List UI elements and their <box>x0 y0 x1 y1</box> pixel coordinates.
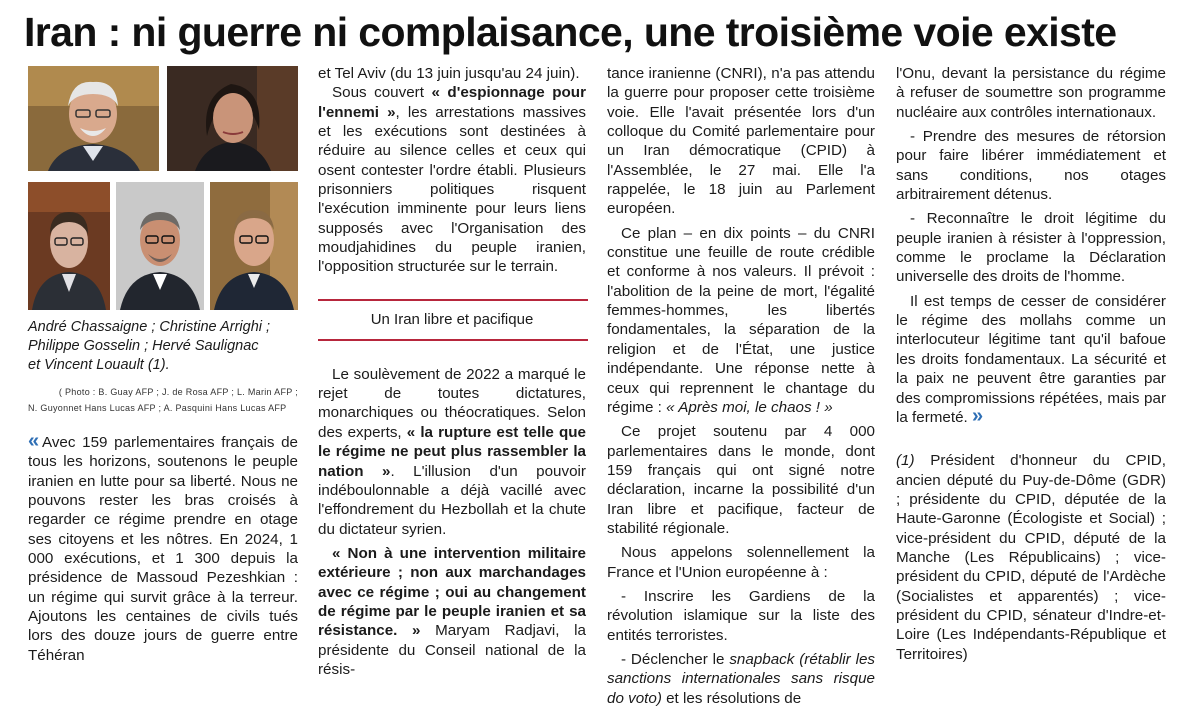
photo-credits: N. Guyonnet Hans Lucas AFP ; A. Pasquini Hans Lucas AFP <box>28 403 287 413</box>
paragraph: et Tel Aviv (du 13 juin jusqu'au 24 juin). <box>318 65 580 82</box>
footnote <box>896 451 1166 664</box>
bold-quote: « d'espionnage pour l'ennemi » <box>318 84 586 121</box>
paragraph: Ce plan – en dix points – du CNRI constitue une feuille de route crédible et conforme à nos valeurs. Il prévoit : l'abolition de la peine de mort, l'égalité femmes-hommes, les libertés fondamentales, la séparation de la religion et de l'État, une justice indépendante. Une réponse nette à ceux qui reprennent le chantage du régime : « Après moi, le chaos ! » <box>607 224 875 416</box>
article-column-4 <box>896 64 1166 664</box>
closing-quote-icon: » <box>971 404 981 427</box>
divider <box>318 339 588 341</box>
paragraph: « Non à une intervention militaire extérieure ; non aux marchandages avec ce régime ; oui au changement de régime par le peuple iranien et sa résistance. » Maryam Radjavi, la présidente du Conseil national de la résis- <box>318 544 587 678</box>
paragraph: Nous appelons solennellement la France et l'Union européenne à : <box>607 544 875 581</box>
footnote-text: Président d'honneur du CPID, ancien député du Puy-de-Dôme (GDR) ; présidente du CPID, députée de la Haute-Garonne (Écologiste et Social) ; vice-président du CPID, député de la Manche (Les Républicains) ; vice-président du CPID, député de l'Ardèche (Socialistes et apparentés) ; vice-président du CPID, sénateur d'Indre-et-Loire (Les Indépendants-République et Territoires) <box>896 452 1166 663</box>
portrait-photo-philippe-gosselin <box>28 182 110 310</box>
caption-line: André Chassaigne ; Christine Arrighi ; <box>28 319 271 335</box>
caption-line: et Vincent Louault (1). <box>28 357 170 373</box>
footnote-number: (1) <box>896 452 915 470</box>
paragraph: tance iranienne (CNRI), n'a pas attendu la guerre pour proposer cette troisième voie. Elle l'avait présentée lors d'un colloque du Comité parlementaire pour un Iran démocratique (CPID) à l'Assemblée, le 27 mai. Elle l'a rappelée, le 18 juin au Parlement européen. <box>607 65 875 218</box>
subhead-text: Un Iran libre et pacifique <box>370 310 534 328</box>
paragraph: Sous couvert « d'espionnage pour l'ennemi », les arrestations massives et les exécutions sont destinées à réduire au silence celles et ceux qui osent contester l'ordre établi. Plusieurs prisonniers politiques risquent l'exécution imminente pour leurs liens supposés avec l'Organisation des moudjahidines du peuple iranien, l'opposition structurée sur le terrain. <box>318 84 587 276</box>
article-column-2 <box>318 64 586 679</box>
portrait-photo-vincent-louault <box>210 182 298 310</box>
paragraph: l'Onu, devant la persistance du régime à refuser de soumettre son programme nucléaire aux contrôles internationaux. <box>896 65 1166 121</box>
portrait-photo-christine-arrighi <box>167 66 298 171</box>
caption-line: Philippe Gosselin ; Hervé Saulignac <box>28 338 259 354</box>
section-subhead <box>318 299 586 341</box>
article-column-3 <box>607 64 875 708</box>
article-headline: Iran : ni guerre ni complaisance, une troisième voie existe <box>24 9 1117 55</box>
bold-quote: « Non à une intervention militaire extérieure ; non aux marchandages avec ce régime ; oui au changement de régime par le peuple iranien et sa résistance. » <box>318 544 586 640</box>
portrait-photo-herve-saulignac <box>116 182 204 310</box>
paragraph: - Reconnaître le droit légitime du peuple iranien à résister à l'oppression, comme le proclame la Déclaration universelle des droits de l'homme. <box>896 210 1166 286</box>
paragraph: - Déclencher le snapback (rétablir les sanctions internationales sans risque do voto) et les résolutions de <box>607 650 875 707</box>
opening-quote-icon: « <box>28 430 37 452</box>
paragraph: - Prendre des mesures de rétorsion pour faire libérer immédiatement et sans conditions, nos otages arbitrairement détenus. <box>896 128 1166 204</box>
article-column-1 <box>28 64 298 665</box>
paragraph: Il est temps de cesser de considérer le régime des mollahs comme un interlocuteur légitime tant qu'il bafoue les droits fondamentaux. La sécurité et la paix ne peuvent être garanties par des compromissions répétées, mais par la fermeté. » <box>896 292 1166 427</box>
italic-term: snapback (rétablir les sanctions internationales sans risque do voto) <box>607 650 875 707</box>
bold-quote: « la rupture est telle que le régime ne peut plus rassembler la nation » <box>318 423 586 480</box>
photo-caption <box>28 318 298 375</box>
portrait-photo-andre-chassaigne <box>28 66 159 171</box>
italic-quote: « Après moi, le chaos ! » <box>666 398 833 416</box>
paragraph <box>28 430 299 665</box>
photo-grid <box>28 64 298 312</box>
photo-credits: ( Photo : B. Guay AFP ; J. de Rosa AFP ; L. Marin AFP ; <box>58 387 298 397</box>
paragraph: Ce projet soutenu par 4 000 parlementaires dans le monde, dont 159 français qui ont signé notre déclaration, incarne la possibilité d'un Iran libre et pacifique, facteur de stabilité régionale. <box>607 423 875 537</box>
paragraph: Le soulèvement de 2022 a marqué le rejet de toutes dictatures, monarchiques ou théocratiques. Selon des experts, « la rupture est telle que le régime ne peut plus rassembler la nation ». L'illusion d'un pouvoir indéboulonnable a déjà vacillé avec l'effondrement du Hezbollah et la chute du dictateur syrien. <box>318 365 586 538</box>
paragraph: - Inscrire les Gardiens de la révolution islamique sur la liste des entités terroristes. <box>607 587 875 644</box>
paragraph-text: Avec 159 parlementaires français de tous les horizons, soutenons le peuple iranien en lutte pour sa liberté. Nous ne pouvons rester les bras croisés à regarder ce régime prendre en otage ses citoyens et les nôtres. En 2024, 1 000 exécutions, et 1 300 depuis la présidence de Massoud Pezeshkian : un régime qui survit grâce à la terreur. Ajoutons les centaines de civils tués lors des douze jours de guerre entre Téhéran <box>28 434 299 664</box>
